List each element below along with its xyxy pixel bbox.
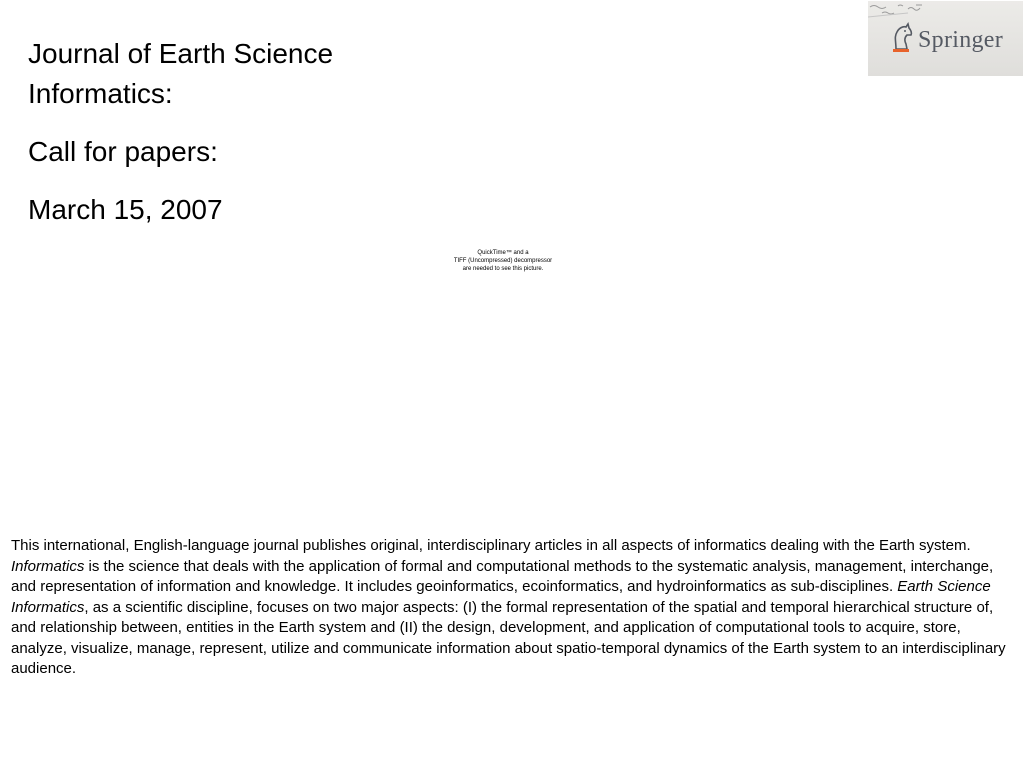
description-journal-name: Earth Science Informatics (11, 578, 991, 616)
description-part-1: This international, English-language journal publishes original, interdisciplinary articles in all aspects of informatics dealing with the Earth system. (11, 537, 971, 554)
title-block (28, 34, 448, 230)
notice-line-2: TIFF (Uncompressed) decompressor (453, 258, 553, 264)
description-informatics-term: Informatics (11, 557, 85, 575)
notice-line-1: QuickTime™ and a (477, 250, 529, 256)
journal-description (11, 536, 1015, 680)
missing-picture-notice (440, 249, 566, 273)
description-part-2: is the science that deals with the application of formal and computational methods to the systematic analysis, management, interchange, and representation of information and knowledge. It includes geoinformatics, ecoinformatics, and hydroinformatics as sub-disciplines. (11, 557, 994, 595)
springer-logo (868, 1, 1023, 76)
springer-wordmark: Springer (918, 27, 1004, 53)
journal-title-line-2: Informatics: (28, 78, 173, 109)
journal-title-line-1: Journal of Earth Science (28, 38, 334, 69)
date-heading: March 15, 2007 (28, 194, 223, 225)
handwriting-background (868, 1, 1023, 23)
description-part-3: , as a scientific discipline, focuses on two major aspects: (I) the formal representation of the spatial and temporal hierarchical structure of, and relationship between, entities in the Earth system and (II) the design, development, and application of computational tools to acquire, store, analyze, visualize, manage, represent, utilize and communicate information about spatio-temporal dynamics of the Earth system to an interdisciplinary audience. (11, 598, 1006, 677)
chess-knight-icon (888, 21, 916, 55)
notice-line-3: are needed to see this picture. (462, 266, 544, 272)
call-for-papers-heading: Call for papers: (28, 136, 218, 167)
